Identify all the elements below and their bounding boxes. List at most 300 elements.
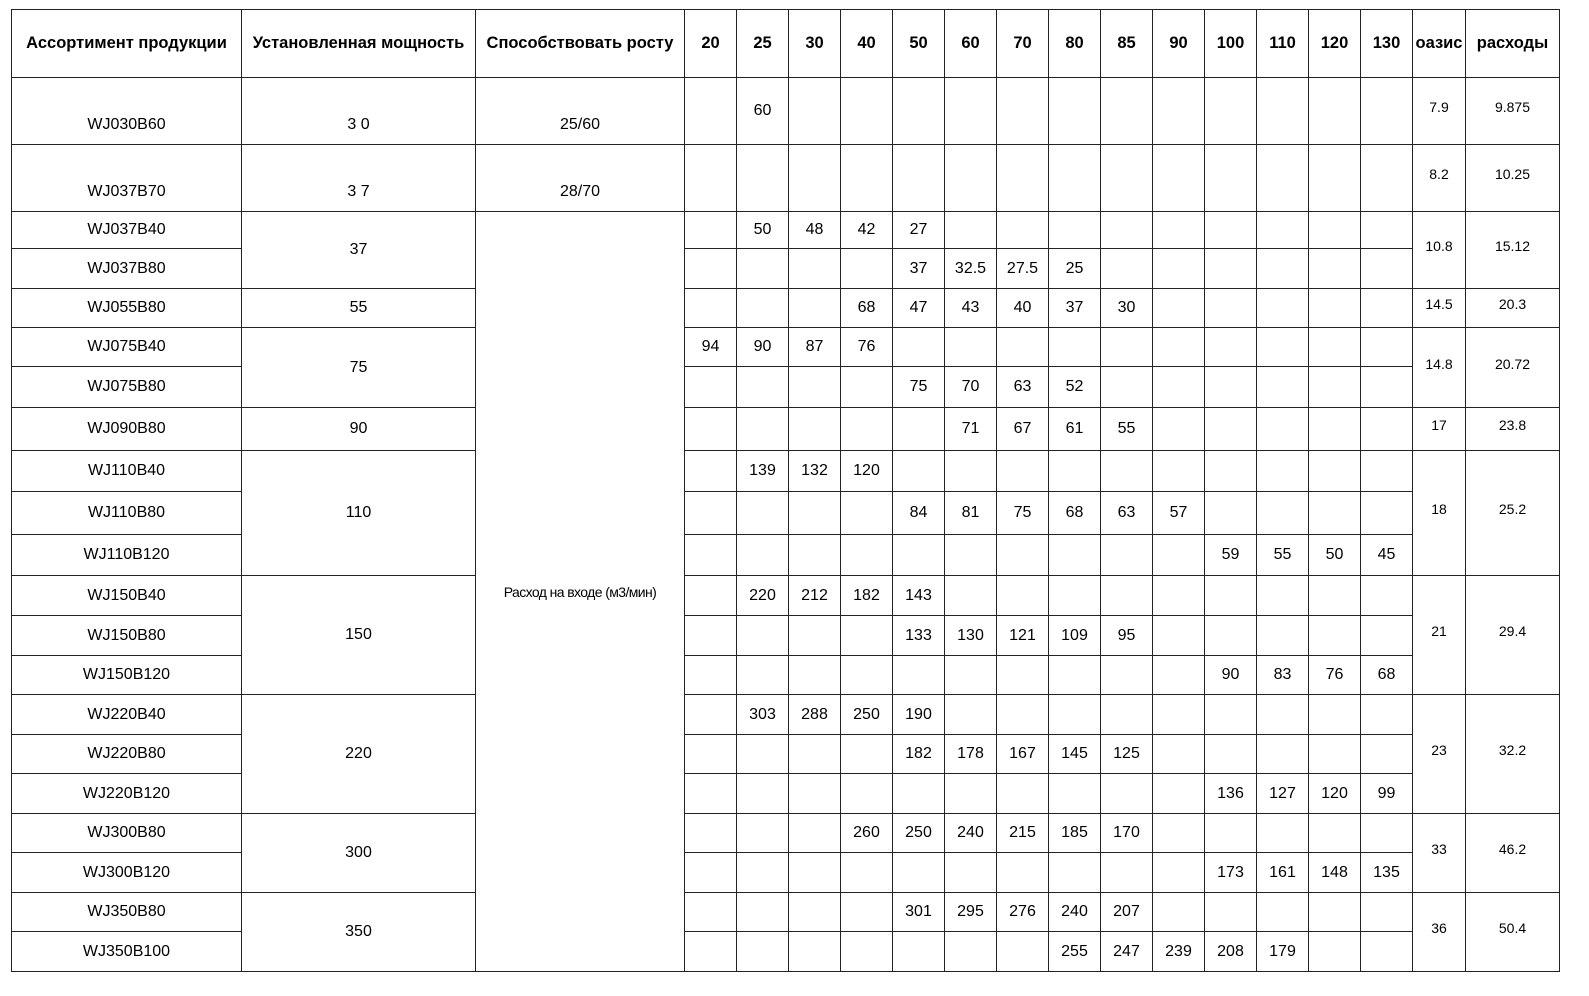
flow-value-cell: 247 [1101,932,1153,972]
flow-value-cell [1257,289,1309,328]
flow-value-cell [1101,576,1153,616]
model-cell: WJ110B40 [12,451,242,492]
flow-value-cell [1049,328,1101,367]
header-oasis: оазис [1413,10,1466,78]
flow-value-cell [1257,814,1309,853]
flow-value-cell [685,367,737,408]
flow-value-cell [1309,145,1361,212]
flow-value-cell [685,774,737,814]
flow-value-cell [1361,492,1413,535]
table-row [12,451,1560,492]
flow-value-cell [685,145,737,212]
flow-value-cell [1205,289,1257,328]
flow-value-cell: 75 [997,492,1049,535]
flow-value-cell: 136 [1205,774,1257,814]
table-row [12,695,1560,735]
header-growth: Способствовать росту [476,10,685,78]
flow-value-cell [1309,695,1361,735]
flow-value-cell [1361,576,1413,616]
flow-value-cell [685,212,737,249]
flow-value-cell: 125 [1101,735,1153,774]
expense-cell: 50.4 [1466,893,1560,972]
table-row [12,289,1560,328]
header-pressure: 90 [1153,10,1205,78]
flow-value-cell [1309,492,1361,535]
flow-value-cell [789,616,841,656]
oasis-cell: 33 [1413,814,1466,893]
flow-value-cell [1205,492,1257,535]
model-cell: WJ220B40 [12,695,242,735]
table-row [12,893,1560,932]
flow-value-cell [1153,289,1205,328]
flow-value-cell [737,774,789,814]
header-pressure: 80 [1049,10,1101,78]
flow-value-cell [737,656,789,695]
flow-value-cell [997,535,1049,576]
table-row [12,408,1560,451]
flow-value-cell [1153,893,1205,932]
flow-value-cell: 250 [893,814,945,853]
expense-cell: 10.25 [1466,145,1560,212]
flow-value-cell [685,814,737,853]
flow-value-cell [1153,328,1205,367]
flow-value-cell [1257,212,1309,249]
flow-value-cell [685,492,737,535]
flow-value-cell: 132 [789,451,841,492]
flow-value-cell [893,853,945,893]
flow-value-cell [1153,408,1205,451]
flow-value-cell [1153,249,1205,289]
model-cell: WJ150B120 [12,656,242,695]
flow-value-cell [1361,367,1413,408]
flow-value-cell [685,451,737,492]
flow-value-cell [1257,408,1309,451]
flow-value-cell [841,656,893,695]
flow-value-cell [685,893,737,932]
expense-cell: 20.72 [1466,328,1560,408]
flow-value-cell [997,932,1049,972]
flow-value-cell [1153,616,1205,656]
power-cell: 90 [242,408,476,451]
flow-value-cell [789,78,841,145]
flow-value-cell: 133 [893,616,945,656]
flow-value-cell: 76 [841,328,893,367]
header-power: Установленная мощность [242,10,476,78]
flow-value-cell [1361,249,1413,289]
flow-value-cell [1049,78,1101,145]
flow-value-cell [789,932,841,972]
flow-value-cell: 47 [893,289,945,328]
flow-value-cell [1257,616,1309,656]
table-row [12,328,1560,367]
flow-value-cell: 239 [1153,932,1205,972]
flow-value-cell [1361,814,1413,853]
flow-value-cell [685,408,737,451]
flow-value-cell: 70 [945,367,997,408]
flow-value-cell [789,774,841,814]
model-cell: WJ075B40 [12,328,242,367]
flow-value-cell [1049,853,1101,893]
flow-value-cell [1257,695,1309,735]
flow-value-cell [685,78,737,145]
flow-value-cell: 185 [1049,814,1101,853]
flow-value-cell [841,853,893,893]
flow-value-cell: 148 [1309,853,1361,893]
model-cell: WJ110B120 [12,535,242,576]
flow-value-cell [1153,814,1205,853]
header-pressure: 130 [1361,10,1413,78]
flow-value-cell [1101,212,1153,249]
header-pressure: 30 [789,10,841,78]
flow-value-cell [737,735,789,774]
flow-value-cell [1361,893,1413,932]
flow-value-cell: 161 [1257,853,1309,893]
flow-value-cell: 48 [789,212,841,249]
flow-value-cell: 220 [737,576,789,616]
flow-value-cell: 55 [1257,535,1309,576]
flow-value-cell: 30 [1101,289,1153,328]
flow-value-cell: 52 [1049,367,1101,408]
flow-value-cell [1101,145,1153,212]
flow-value-cell [1049,451,1101,492]
flow-value-cell [1101,328,1153,367]
flow-value-cell [1205,814,1257,853]
flow-value-cell: 43 [945,289,997,328]
flow-value-cell [945,576,997,616]
flow-value-cell [945,145,997,212]
flow-value-cell: 250 [841,695,893,735]
flow-value-cell [737,289,789,328]
flow-value-cell [737,145,789,212]
power-cell: 37 [242,212,476,289]
flow-value-cell [685,249,737,289]
flow-value-cell: 215 [997,814,1049,853]
flow-value-cell: 27 [893,212,945,249]
table-row [12,78,1560,145]
flow-value-cell [1361,616,1413,656]
flow-value-cell [789,735,841,774]
flow-value-cell [1309,328,1361,367]
header-pressure: 40 [841,10,893,78]
flow-value-cell [737,853,789,893]
growth-cell: 25/60 [476,78,685,145]
flow-value-cell [1205,576,1257,616]
flow-value-cell [945,774,997,814]
flow-value-cell [1049,212,1101,249]
flow-value-cell [1361,408,1413,451]
flow-value-cell: 182 [893,735,945,774]
model-cell: WJ300B80 [12,814,242,853]
flow-value-cell [685,735,737,774]
flow-value-cell [1205,367,1257,408]
expense-cell: 15.12 [1466,212,1560,289]
flow-value-cell: 130 [945,616,997,656]
flow-value-cell: 139 [737,451,789,492]
flow-value-cell [945,695,997,735]
header-pressure: 20 [685,10,737,78]
oasis-cell: 21 [1413,576,1466,695]
flow-value-cell: 127 [1257,774,1309,814]
flow-value-cell: 27.5 [997,249,1049,289]
header-pressure: 50 [893,10,945,78]
flow-value-cell [997,853,1049,893]
flow-value-cell [1361,328,1413,367]
header-pressure: 70 [997,10,1049,78]
flow-value-cell [893,932,945,972]
flow-value-cell: 190 [893,695,945,735]
flow-value-cell [945,78,997,145]
flow-value-cell [1361,932,1413,972]
flow-value-cell [737,616,789,656]
model-cell: WJ150B80 [12,616,242,656]
expense-cell: 9.875 [1466,78,1560,145]
flow-value-cell [737,814,789,853]
flow-value-cell: 288 [789,695,841,735]
flow-value-cell [945,656,997,695]
flow-value-cell: 94 [685,328,737,367]
flow-value-cell [1153,695,1205,735]
flow-value-cell: 109 [1049,616,1101,656]
flow-value-cell [1205,328,1257,367]
flow-value-cell: 260 [841,814,893,853]
flow-value-cell: 99 [1361,774,1413,814]
model-cell: WJ037B80 [12,249,242,289]
flow-value-cell [841,616,893,656]
flow-value-cell [789,408,841,451]
model-cell: WJ075B80 [12,367,242,408]
flow-value-cell [1257,735,1309,774]
flow-value-cell [1309,249,1361,289]
flow-value-cell [1153,78,1205,145]
flow-value-cell [1257,367,1309,408]
flow-value-cell [1361,212,1413,249]
flow-value-cell: 61 [1049,408,1101,451]
flow-value-cell [1101,249,1153,289]
flow-value-cell [1309,289,1361,328]
flow-value-cell [1205,451,1257,492]
expense-cell: 23.8 [1466,408,1560,451]
flow-value-cell [1205,695,1257,735]
flow-value-cell [945,932,997,972]
flow-value-cell [997,656,1049,695]
power-cell: 3 0 [242,78,476,145]
flow-value-cell: 178 [945,735,997,774]
flow-value-cell [1309,367,1361,408]
header-pressure: 100 [1205,10,1257,78]
flow-value-cell: 57 [1153,492,1205,535]
flow-value-cell [997,145,1049,212]
flow-value-cell [841,249,893,289]
flow-value-cell: 121 [997,616,1049,656]
flow-value-cell [841,408,893,451]
flow-value-cell: 95 [1101,616,1153,656]
flow-value-cell [841,932,893,972]
flow-value-cell [893,408,945,451]
header-expense: расходы [1466,10,1560,78]
power-cell: 220 [242,695,476,814]
flow-value-cell [789,492,841,535]
model-cell: WJ030B60 [12,78,242,145]
flow-value-cell: 90 [1205,656,1257,695]
oasis-cell: 7.9 [1413,78,1466,145]
model-cell: WJ150B40 [12,576,242,616]
flow-value-cell [1361,735,1413,774]
flow-value-cell [997,328,1049,367]
flow-value-cell [1101,78,1153,145]
flow-value-cell [1205,145,1257,212]
flow-value-cell [841,492,893,535]
flow-value-cell: 135 [1361,853,1413,893]
model-cell: WJ055B80 [12,289,242,328]
flow-value-cell: 207 [1101,893,1153,932]
model-cell: WJ037B70 [12,145,242,212]
flow-value-cell [1153,367,1205,408]
oasis-cell: 18 [1413,451,1466,576]
expense-cell: 25.2 [1466,451,1560,576]
flow-value-cell: 32.5 [945,249,997,289]
flow-value-cell [685,616,737,656]
flow-value-cell: 255 [1049,932,1101,972]
flow-value-cell: 295 [945,893,997,932]
flow-value-cell [841,535,893,576]
flow-value-cell: 45 [1361,535,1413,576]
flow-value-cell: 212 [789,576,841,616]
flow-value-cell [1049,774,1101,814]
flow-value-cell [945,212,997,249]
table-row [12,145,1560,212]
flow-value-cell: 170 [1101,814,1153,853]
flow-value-cell [1361,145,1413,212]
flow-value-cell [1101,451,1153,492]
flow-value-cell: 81 [945,492,997,535]
flow-value-cell: 276 [997,893,1049,932]
flow-value-cell [841,367,893,408]
flow-value-cell: 83 [1257,656,1309,695]
flow-value-cell: 145 [1049,735,1101,774]
flow-value-cell [841,735,893,774]
flow-value-cell [1049,145,1101,212]
flow-value-cell [1257,78,1309,145]
flow-value-cell [1309,408,1361,451]
flow-value-cell [685,576,737,616]
flow-value-cell [685,656,737,695]
flow-value-cell [1101,656,1153,695]
oasis-cell: 14.8 [1413,328,1466,408]
flow-value-cell: 303 [737,695,789,735]
flow-value-cell: 179 [1257,932,1309,972]
model-cell: WJ090B80 [12,408,242,451]
flow-value-cell: 301 [893,893,945,932]
flow-value-cell [1153,774,1205,814]
flow-value-cell: 68 [1049,492,1101,535]
oasis-cell: 23 [1413,695,1466,814]
expense-cell: 29.4 [1466,576,1560,695]
flow-value-cell [945,451,997,492]
flow-value-cell [1257,576,1309,616]
flow-value-cell [1257,492,1309,535]
flow-value-cell [789,289,841,328]
flow-value-cell [1361,451,1413,492]
flow-value-cell [1309,814,1361,853]
flow-value-cell [1309,616,1361,656]
flow-value-cell [1205,408,1257,451]
flow-value-cell [893,656,945,695]
flow-value-cell: 208 [1205,932,1257,972]
flow-value-cell: 50 [737,212,789,249]
flow-value-cell: 60 [737,78,789,145]
flow-value-cell [893,451,945,492]
flow-value-cell: 40 [997,289,1049,328]
flow-value-cell [1049,535,1101,576]
header-pressure: 85 [1101,10,1153,78]
flow-value-cell [789,656,841,695]
growth-cell: 28/70 [476,145,685,212]
flow-value-cell [1309,932,1361,972]
flow-value-cell [997,695,1049,735]
flow-value-cell [1257,145,1309,212]
flow-value-cell [1309,893,1361,932]
flow-value-cell [1205,893,1257,932]
oasis-cell: 17 [1413,408,1466,451]
flow-value-cell [1101,695,1153,735]
flow-value-cell [1153,212,1205,249]
power-cell: 75 [242,328,476,408]
flow-value-cell: 76 [1309,656,1361,695]
flow-value-cell [737,893,789,932]
flow-value-cell: 173 [1205,853,1257,893]
flow-value-cell [1309,451,1361,492]
flow-value-cell: 120 [841,451,893,492]
header-pressure: 60 [945,10,997,78]
flow-value-cell: 240 [945,814,997,853]
flow-value-cell [789,535,841,576]
model-cell: WJ110B80 [12,492,242,535]
flow-value-cell [1153,735,1205,774]
flow-value-cell [1101,853,1153,893]
flow-value-cell: 63 [997,367,1049,408]
flow-value-cell [1153,853,1205,893]
flow-value-cell [789,367,841,408]
power-cell: 3 7 [242,145,476,212]
flow-value-cell: 67 [997,408,1049,451]
flow-value-cell: 68 [1361,656,1413,695]
power-cell: 350 [242,893,476,972]
flow-value-cell [1309,735,1361,774]
flow-value-cell [1361,695,1413,735]
flow-value-cell [945,535,997,576]
flow-value-cell [737,932,789,972]
flow-value-cell: 87 [789,328,841,367]
flow-value-cell [1205,212,1257,249]
flow-value-cell: 42 [841,212,893,249]
flow-value-cell: 167 [997,735,1049,774]
expense-cell: 46.2 [1466,814,1560,893]
flow-value-cell: 63 [1101,492,1153,535]
power-cell: 110 [242,451,476,576]
flow-value-cell: 37 [1049,289,1101,328]
flow-value-cell [1309,212,1361,249]
flow-value-cell: 59 [1205,535,1257,576]
oasis-cell: 8.2 [1413,145,1466,212]
oasis-cell: 10.8 [1413,212,1466,289]
flow-value-cell: 50 [1309,535,1361,576]
flow-value-cell [737,492,789,535]
expense-cell: 32.2 [1466,695,1560,814]
header-pressure: 110 [1257,10,1309,78]
flow-value-cell [945,328,997,367]
header-product: Ассортимент продукции [12,10,242,78]
table-row [12,576,1560,616]
